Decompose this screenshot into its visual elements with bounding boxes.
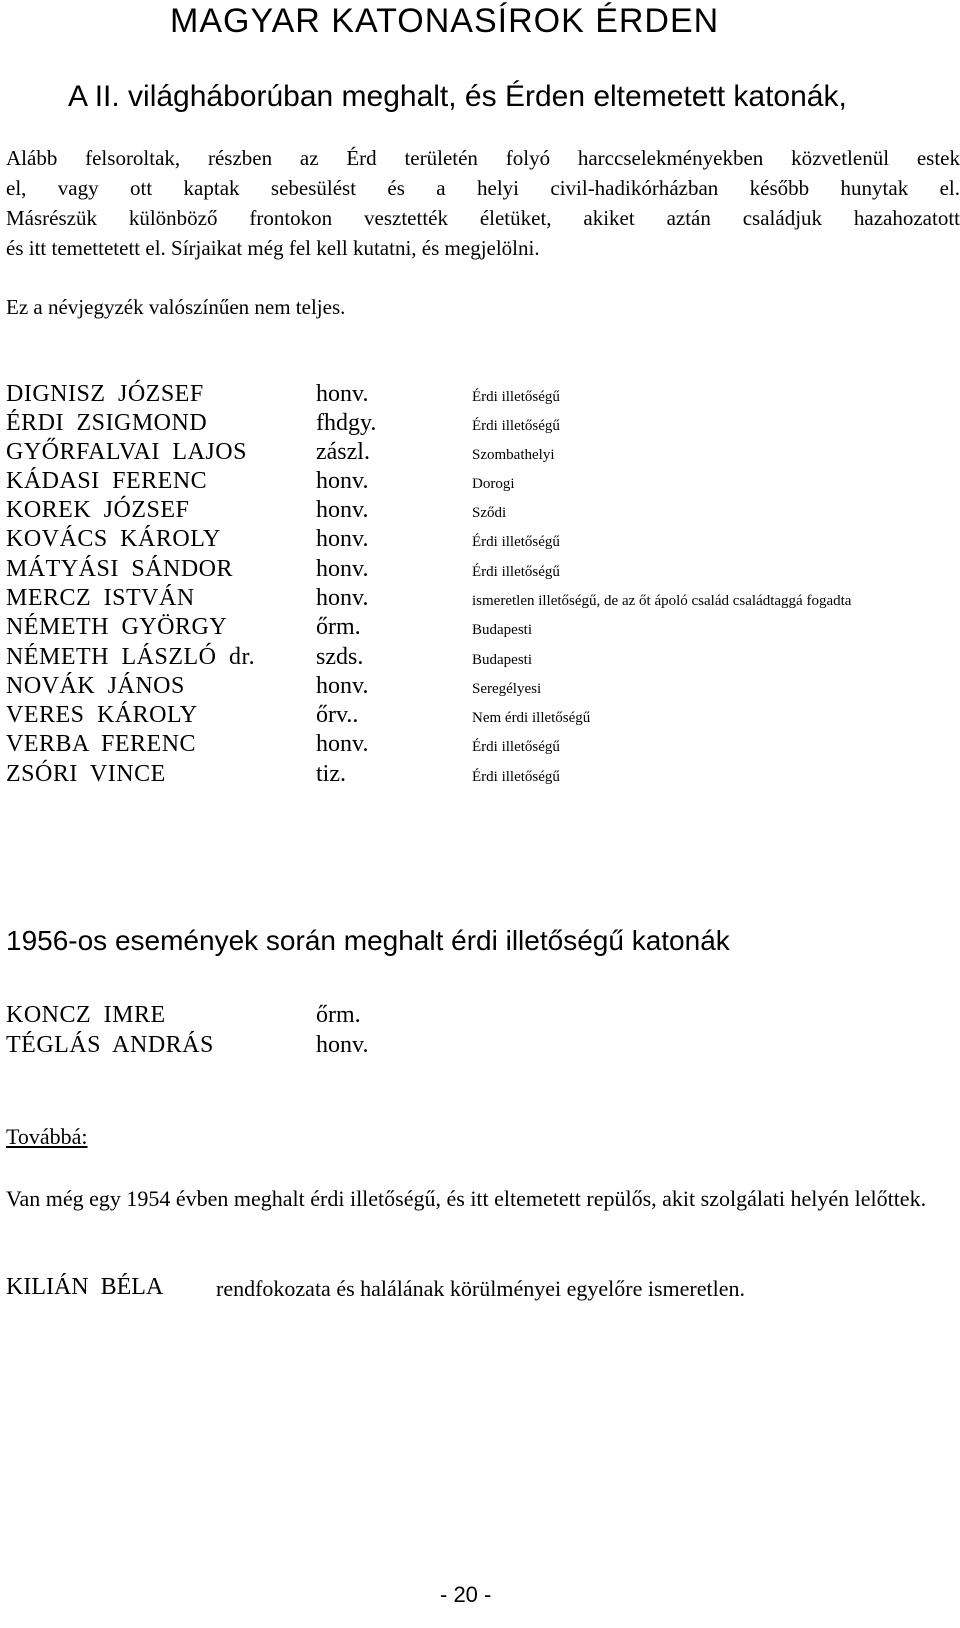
soldier-rank: őrm.: [316, 614, 361, 640]
pilot-description: rendfokozata és halálának körülményei egyelőre ismeretlen.: [216, 1276, 745, 1301]
soldier-name: DIGNISZ JÓZSEF: [6, 381, 204, 407]
soldier-name: ZSÓRI VINCE: [6, 761, 166, 787]
soldier-rank: szds.: [316, 644, 364, 670]
soldier-note: Érdi illetőségű: [472, 389, 560, 405]
soldier-row: [6, 614, 956, 644]
soldier-rank: honv.: [316, 585, 369, 611]
soldier-row: [6, 439, 956, 469]
soldier-note: Dorogi: [472, 476, 515, 492]
soldier-name: ÉRDI ZSIGMOND: [6, 410, 208, 436]
soldier-note: Szombathelyi: [472, 447, 555, 463]
soldier-name: VERES KÁROLY: [6, 702, 198, 728]
incomplete-note: Ez a névjegyzék valószínűen nem teljes.: [6, 295, 346, 319]
soldier-note: Nem érdi illetőségű: [472, 710, 591, 726]
soldier-note: Sződi: [472, 505, 507, 521]
soldier-row: [6, 673, 956, 703]
soldier-row: [6, 731, 956, 761]
intro-paragraph-1: [6, 143, 960, 203]
soldier-name: MERCZ ISTVÁN: [6, 585, 195, 611]
intro-line: Másrészük különböző frontokon vesztették életüket, akiket aztán családjuk hazahozatott: [6, 206, 960, 230]
soldier-row: [6, 410, 956, 440]
section-subtitle: A II. világháborúban meghalt, és Érden eltemetett katonák,: [68, 80, 847, 113]
further-label: Továbbá:: [6, 1124, 88, 1149]
soldier-name: NOVÁK JÁNOS: [6, 673, 185, 699]
pilot-name: KILIÁN BÉLA: [6, 1274, 164, 1300]
soldier-rank: honv.: [316, 673, 369, 699]
soldier-row: [6, 381, 956, 411]
soldier-name: KOREK JÓZSEF: [6, 497, 190, 523]
soldier-row: [6, 702, 956, 732]
soldier-note: Seregélyesi: [472, 681, 542, 697]
soldier-rank: honv.: [316, 381, 369, 407]
soldier-note: Érdi illetőségű: [472, 418, 560, 434]
soldier-row: [6, 644, 956, 674]
intro-paragraph-2: [6, 203, 960, 263]
intro-line: és itt temettetett el. Sírjaikat még fel kell kutatni, és megjelölni.: [6, 236, 540, 260]
soldier-name: NÉMETH LÁSZLÓ dr.: [6, 644, 256, 670]
soldier-rank: honv.: [316, 731, 369, 757]
soldier-row: [6, 585, 956, 615]
intro-line: el, vagy ott kaptak sebesülést és a helyi civil-hadikórházban később hunytak el.: [6, 176, 960, 200]
soldier-name: KOVÁCS KÁROLY: [6, 526, 221, 552]
soldier-row: [6, 526, 956, 556]
soldier-name: VERBA FERENC: [6, 731, 197, 757]
soldier-row: [6, 556, 956, 586]
soldier-name: KÁDASI FERENC: [6, 468, 208, 494]
soldier-row: [6, 761, 956, 791]
soldier-row: [6, 497, 956, 527]
page-title: MAGYAR KATONASÍROK ÉRDEN: [170, 2, 720, 40]
soldier-rank: zászl.: [316, 439, 370, 465]
soldier-rank: honv.: [316, 556, 369, 582]
soldier-note: Érdi illetőségű: [472, 564, 560, 580]
soldier-note: Érdi illetőségű: [472, 534, 560, 550]
soldier-name: KONCZ IMRE: [6, 1002, 166, 1028]
soldier-name: NÉMETH GYÖRGY: [6, 614, 228, 640]
page-number: - 20 -: [440, 1582, 492, 1607]
soldier-row: [6, 468, 956, 498]
soldier-note: Érdi illetőségű: [472, 769, 560, 785]
soldier-name: GYŐRFALVAI LAJOS: [6, 439, 247, 465]
soldier-rank: őrm.: [316, 1002, 361, 1028]
soldier-note: Budapesti: [472, 652, 532, 668]
soldier-rank: honv.: [316, 1032, 369, 1058]
soldier-rank: honv.: [316, 497, 369, 523]
soldier-row: [6, 1002, 956, 1032]
soldier-rank: honv.: [316, 468, 369, 494]
soldier-rank: tiz.: [316, 761, 346, 787]
soldier-note: Érdi illetőségű: [472, 739, 560, 755]
soldier-rank: fhdgy.: [316, 410, 377, 436]
intro-line: Alább felsoroltak, részben az Érd területén folyó harccselekményekben közvetlenül estek: [6, 146, 960, 170]
soldier-row: [6, 1032, 956, 1062]
soldier-name: TÉGLÁS ANDRÁS: [6, 1032, 214, 1058]
soldier-rank: őrv..: [316, 702, 359, 728]
further-paragraph: Van még egy 1954 évben meghalt érdi illetőségű, és itt eltemetett repülős, akit szolgálati helyén lelőttek.: [6, 1186, 927, 1211]
soldier-name: MÁTYÁSI SÁNDOR: [6, 556, 234, 582]
soldier-rank: honv.: [316, 526, 369, 552]
soldier-note: Budapesti: [472, 622, 532, 638]
soldier-note: ismeretlen illetőségű, de az őt ápoló család családtaggá fogadta: [472, 593, 852, 609]
section-1956-heading: 1956-os események során meghalt érdi illetőségű katonák: [6, 925, 730, 956]
